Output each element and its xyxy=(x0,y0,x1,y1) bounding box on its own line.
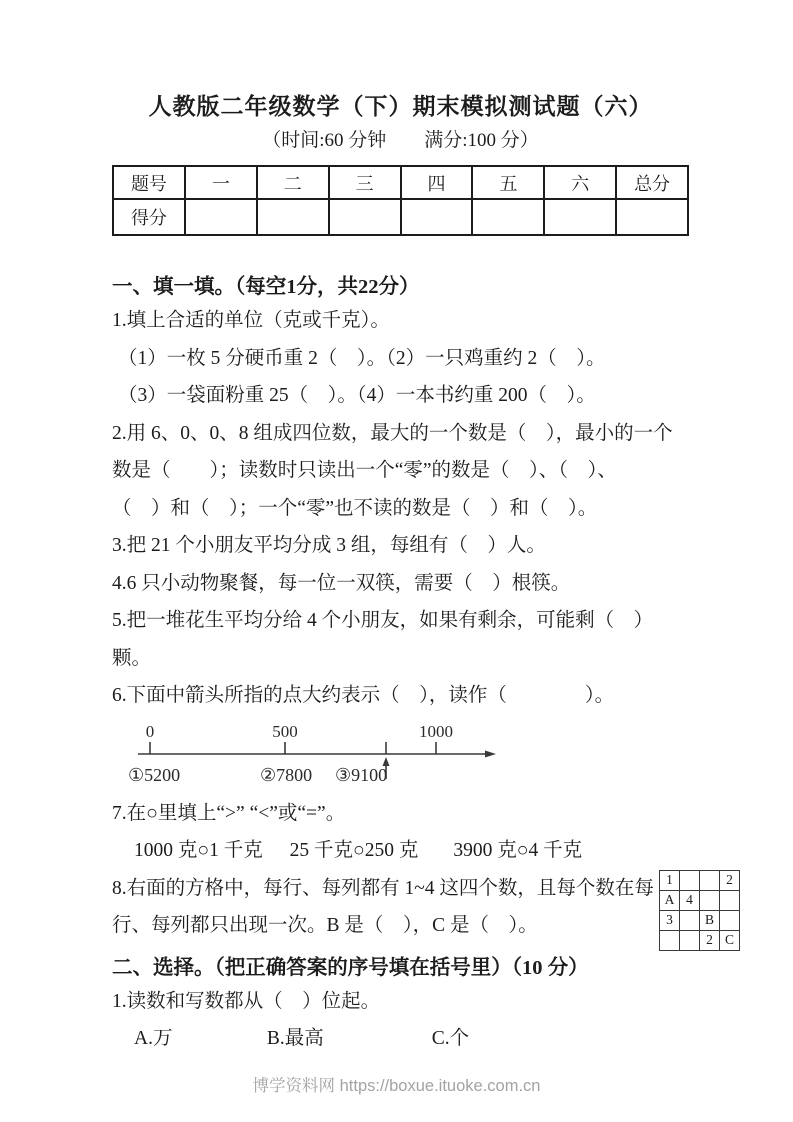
numline-option-3: ③9100 xyxy=(335,764,388,785)
grid-cell xyxy=(680,870,700,890)
section-one-heading: 一、填一填。（每空1分，共22分） xyxy=(112,276,420,298)
option-b: B.最高 xyxy=(266,1028,324,1049)
axis-arrowhead-icon xyxy=(485,750,496,757)
grid-cell: B xyxy=(700,910,720,930)
score-table-col: 五 xyxy=(472,166,544,199)
grid-cell: 3 xyxy=(660,910,680,930)
section-two-heading: 二、选择。（把正确答案的序号填在括号里）（10 分） xyxy=(112,956,589,979)
score-cell-empty xyxy=(544,199,616,235)
grid-cell xyxy=(700,890,720,910)
axis-label-1000: 1000 xyxy=(419,721,453,741)
q2-line-2: 数是（ ）；读数时只读出一个“零”的数是（ ）、（ ）、 xyxy=(112,460,617,481)
grid-cell xyxy=(720,890,740,910)
score-table-header-row xyxy=(113,166,688,199)
q8-number-grid xyxy=(659,870,740,951)
q8-block xyxy=(112,870,734,947)
score-row-label: 得分 xyxy=(113,199,185,235)
score-cell-empty xyxy=(185,199,257,235)
q7-item-3: 3900 克○4 千克 xyxy=(453,840,583,861)
q7-item-2: 25 千克○250 克 xyxy=(289,840,419,861)
q1-line-b: （3）一袋面粉重 25（ ）。（4）一本书约重 200（ ）。 xyxy=(118,385,596,406)
score-table-col: 四 xyxy=(401,166,473,199)
grid-cell: A xyxy=(660,890,680,910)
score-cell-empty xyxy=(472,199,544,235)
grid-cell xyxy=(660,930,680,950)
s2-q1-options xyxy=(112,1020,689,1058)
option-a: A.万 xyxy=(134,1028,173,1049)
page-title: 人教版二年级数学（下）期末模拟测试题（六） xyxy=(148,94,653,119)
score-cell-empty xyxy=(616,199,688,235)
score-table-col: 二 xyxy=(257,166,329,199)
score-table-col: 三 xyxy=(329,166,401,199)
option-c: C.个 xyxy=(431,1028,470,1049)
grid-cell xyxy=(680,910,700,930)
score-cell-empty xyxy=(329,199,401,235)
numline-option-2: ②7800 xyxy=(260,764,313,785)
grid-cell xyxy=(720,910,740,930)
axis-label-0: 0 xyxy=(145,721,155,741)
q7-item-1: 1000 克○1 千克 xyxy=(134,840,263,861)
q7-intro: 7.在○里填上“>” “<”或“=”。 xyxy=(112,802,346,824)
score-table-col: 总分 xyxy=(616,166,688,199)
grid-cell: 2 xyxy=(700,930,720,950)
q6: 6.下面中箭头所指的点大约表示（ ），读作（ ）。 xyxy=(112,685,615,706)
q7-values xyxy=(112,832,689,870)
s2-q1: 1.读数和写数都从（ ）位起。 xyxy=(112,990,381,1012)
score-cell-empty xyxy=(401,199,473,235)
q4: 4.6 只小动物聚餐，每一位一双筷，需要（ ）根筷。 xyxy=(112,572,571,594)
numline-option-1: ①5200 xyxy=(128,764,181,785)
score-table-col: 六 xyxy=(544,166,616,199)
q1-line-a: （1）一枚 5 分硬币重 2（ ）。（2）一只鸡重约 2（ ）。 xyxy=(118,347,606,369)
page-subtitle: （时间:60 分钟 满分:100 分） xyxy=(262,130,539,151)
score-table-corner: 题号 xyxy=(113,166,185,199)
q2-line-3: （ ）和（ ）；一个“零”也不读的数是（ ）和（ ）。 xyxy=(112,497,598,519)
grid-cell: 2 xyxy=(720,870,740,890)
grid-cell xyxy=(680,930,700,950)
score-table-col: 一 xyxy=(185,166,257,199)
watermark: 博学资料网 https://boxue.ituoke.com.cn xyxy=(252,1077,541,1095)
q2-line-1: 2.用 6、0、0、8 组成四位数，最大的一个数是（ ），最小的一个 xyxy=(112,422,673,444)
q8-line-1: 8.右面的方格中，每行、每列都有 1~4 这四个数，且每个数在每 xyxy=(112,877,654,899)
number-line-figure xyxy=(118,719,689,795)
q8-line-2: 行、每列都只出现一次。B 是（ ），C 是（ ）。 xyxy=(112,915,538,936)
grid-cell xyxy=(700,870,720,890)
number-line-svg xyxy=(118,719,538,795)
score-cell-empty xyxy=(257,199,329,235)
q5-line-1: 5.把一堆花生平均分给 4 个小朋友，如果有剩余，可能剩（ ） xyxy=(112,610,654,631)
test-paper xyxy=(112,0,734,1058)
q1-intro: 1.填上合适的单位（克或千克）。 xyxy=(112,310,390,331)
q3: 3.把 21 个小朋友平均分成 3 组，每组有（ ）人。 xyxy=(112,535,546,556)
grid-cell: 1 xyxy=(660,870,680,890)
grid-cell: 4 xyxy=(680,890,700,910)
score-table xyxy=(112,165,689,236)
score-table-score-row xyxy=(113,199,688,235)
q5-line-2: 颗。 xyxy=(112,647,152,669)
axis-label-500: 500 xyxy=(272,721,298,741)
grid-cell: C xyxy=(720,930,740,950)
